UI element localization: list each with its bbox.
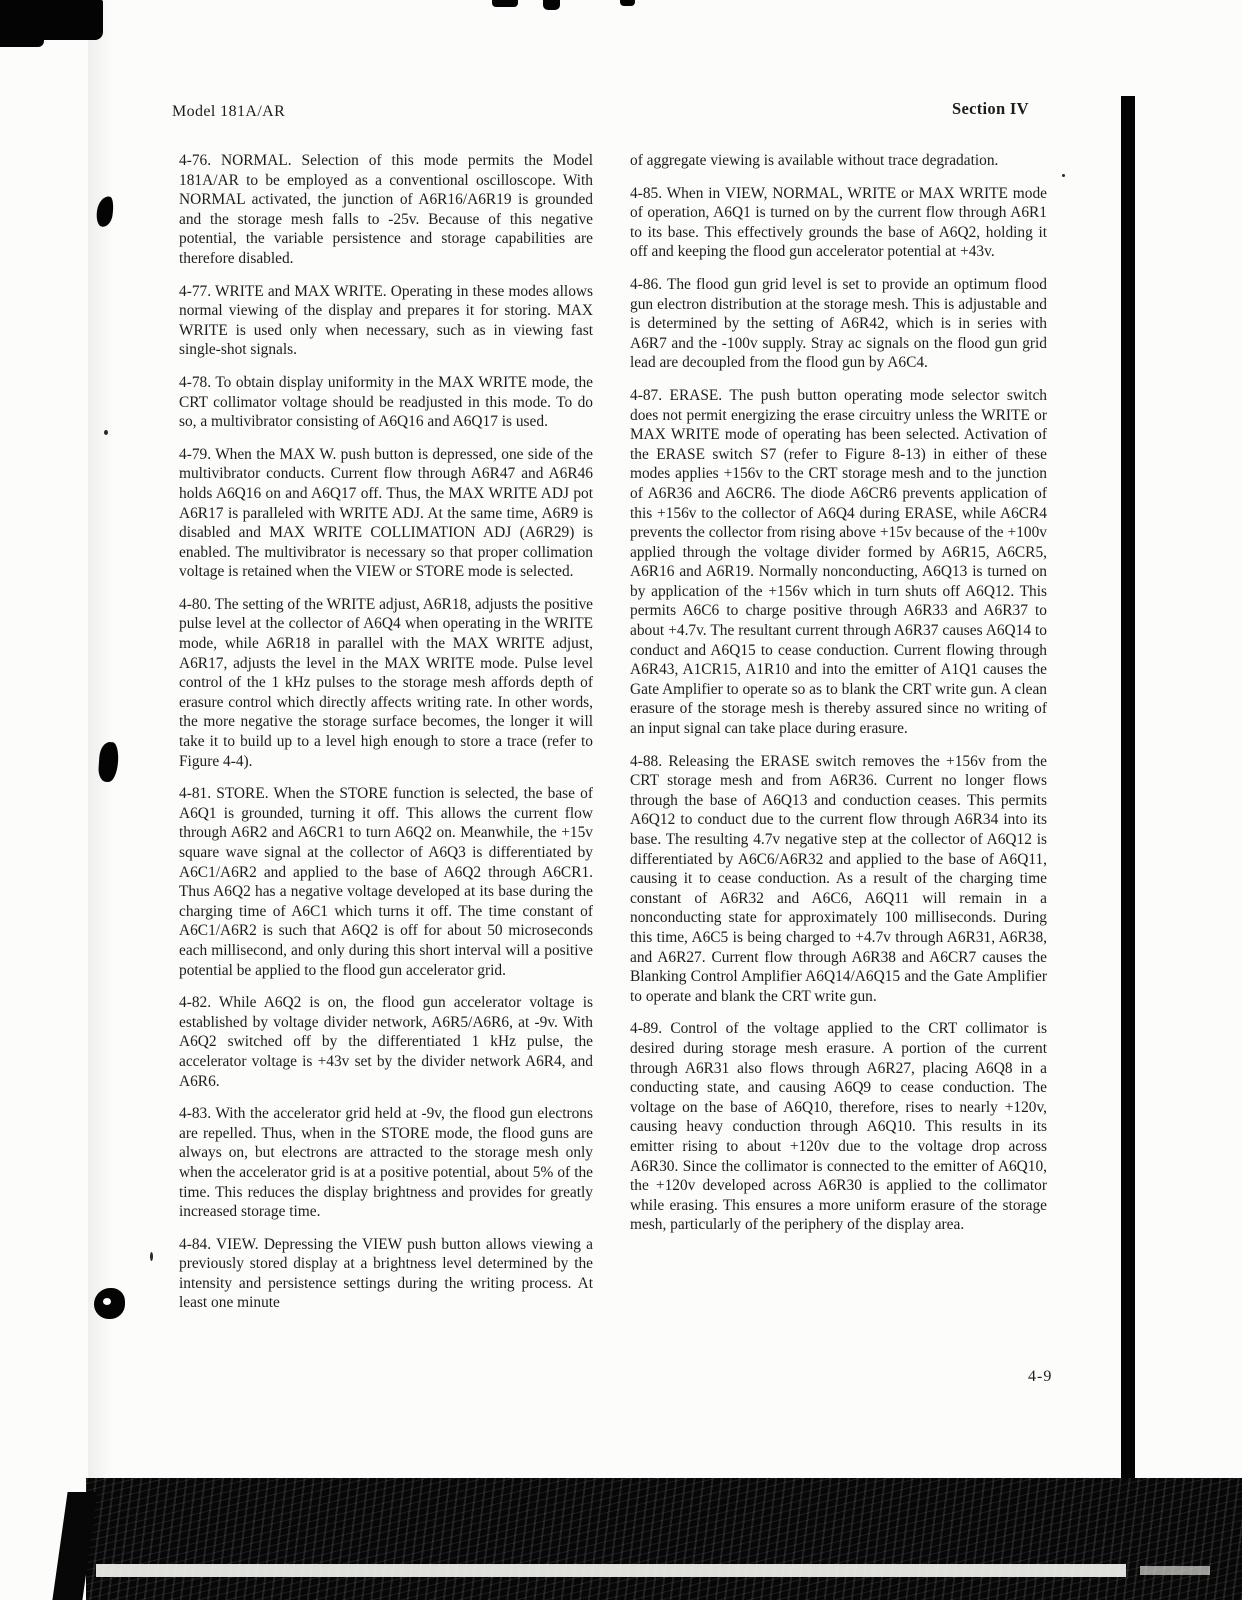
film-edge-gap [96,1564,1126,1577]
ink-blob-left-2 [98,741,120,782]
paragraph-4-87: 4-87. ERASE. The push button operating mode selector switch does not permit energizing the erase circuitry unless the WRITE or MAX WRITE mode of operating has been selected. Activation of the ERASE switch S7 (refer to Figure 8-13) in either of these modes applies +156v to the CRT storage mesh and to the junction of A6R36 and A6CR6. The diode A6CR6 prevents application of this +156v to the collector of A6Q4 during ERASE, while A6CR4 prevents the collector from rising above +15v because of the +100v applied through the voltage divider formed by A6R15, A6CR5, A6R16 and A6R19. Normally nonconducting, A6Q13 is turned on by application of the +156v which in turn shuts off A6Q12. This permits A6C6 to charge positive through A6R33 and A6R37 to about +4.7v. The resultant current through A6R37 causes A6Q14 to conduct and A6Q15 to cease conduction. Current flowing through A6R43, A1CR15, A1R10 and into the emitter of A1Q1 causes the Gate Amplifier to operate so as to blank the CRT write gun. A clean erasure of the storage mesh is thereby assured since no writing of an input signal can take place during erasure. [630,386,1047,738]
right-column [630,151,1047,1248]
header-section-title: Section IV [952,99,1029,118]
left-column [179,151,593,1326]
paragraph-4-82: 4-82. While A6Q2 is on, the flood gun accelerator voltage is established by voltage divider network, A6R5/A6R6, at -9v. With A6Q2 switched off by the differentiated 1 kHz pulse, the accelerator voltage is +43v set by the divider network A6R4, and A6R6. [179,994,593,1090]
ink-blob-left-1 [95,195,116,228]
dust-speck-3 [1062,174,1065,177]
ink-blob-highlight [103,1298,111,1305]
paragraph-4-88: 4-88. Releasing the ERASE switch removes the +156v from the CRT storage mesh and from A6R36. Current no longer flows through the base of A6Q13 and conduction ceases. This permits A6Q12 to conduct due to the current flow through A6R34 into its base. The resulting 4.7v negative step at the collector of A6Q12 is differentiated by A6C6/A6R32 and applied to the base of A6Q11, causing it to cease conduction. As a result of the charging time constant of A6R32 and A6C6, A6Q11 will remain in a nonconducting state for approximately 100 milliseconds. During this time, A6C5 is being charged to +4.7v through A6R31, A6R38, and A6R27. Current flow through A6R38 and A6CR7 causes the Blanking Control Amplifier A6Q14/A6Q15 and the Gate Amplifier to operate and blank the CRT write gun. [630,752,1047,1005]
scan-blot-top-left-tail [0,38,44,47]
paragraph-4-77: 4-77. WRITE and MAX WRITE. Operating in these modes allows normal viewing of the display and prepares it for storing. MAX WRITE is used only when necessary, such as in viewing fast single-shot signals. [179,282,593,359]
paragraph-4-81: 4-81. STORE. When the STORE function is selected, the base of A6Q1 is grounded, turning it off. This allows the current flow through A6R2 and A6CR1 to turn A6Q2 on. Meanwhile, the +15v square wave signal at the collector of A6Q3 is differentiated by A6C1/A6R2 and applied to the base of A6Q2 through A6CR1. Thus A6Q2 has a negative voltage developed at its base during the charging time of A6C1 which turns it off. The time constant of A6C1/A6R2 is such that A6Q2 is off for about 50 microseconds each millisecond, and only during this short interval will a positive potential be applied to the flood gun accelerator grid. [179,785,593,979]
ink-blob-left-3 [94,1288,125,1319]
paragraph-4-76: 4-76. NORMAL. Selection of this mode permits the Model 181A/AR to be employed as a conventional oscilloscope. With NORMAL activated, the junction of A6R16/A6R19 is grounded and the storage mesh falls to -25v. Because of this negative potential, the variable persistence and storage capabilities are therefore disabled. [179,152,593,267]
scan-blot-top-left [0,0,103,40]
paragraph-4-86: 4-86. The flood gun grid level is set to provide an optimum flood gun electron distribution at the storage mesh. This is adjustable and is determined by the setting of A6R42, which is in series with A6R7 and the -100v supply. Stray ac signals on the flood gun grid lead are decoupled from the flood gun by A6C4. [630,275,1047,372]
scan-mark-top-2 [543,0,560,10]
paragraph-4-89: 4-89. Control of the voltage applied to the CRT collimator is desired during storage mesh erasure. A portion of the current through A6R31 also flows through A6R27, placing A6Q8 in a conducting state, and causing A6Q9 to cease conduction. The voltage on the base of A6Q10, therefore, rises to nearly +120v, causing heavy conduction through A6Q10. This results in its emitter rising to about +120v due to the voltage drop across A6R30. Since the collimator is connected to the emitter of A6Q10, the +120v developed across A6R30 is applied to the collimator while erasing. This ensures a more uniform erasure of the storage mesh, particularly of the periphery of the display area. [630,1020,1047,1234]
paragraph-4-84-continued: of aggregate viewing is available without trace degradation. [630,152,999,169]
paragraph-4-84: 4-84. VIEW. Depressing the VIEW push button allows viewing a previously stored display at a brightness level determined by the intensity and persistence settings during the writing process. At least one minute [179,1235,593,1312]
paragraph-4-79: 4-79. When the MAX W. push button is depressed, one side of the multivibrator conducts. Current flow through A6R47 and A6R46 holds A6Q16 on and A6Q17 off. Thus, the MAX WRITE ADJ pot A6R17 is paralleled with WRITE ADJ. At the same time, A6R9 is disabled and MAX WRITE COLLIMATION ADJ (A6R29) is enabled. The multivibrator is necessary so that proper collimation voltage is retained when the VIEW or STORE mode is selected. [179,445,593,581]
film-edge-band [86,1478,1242,1600]
page-number: 4-9 [1028,1368,1053,1385]
paragraph-4-80: 4-80. The setting of the WRITE adjust, A6R18, adjusts the positive pulse level at the collector of A6Q4 when operating in the WRITE mode, while A6R18 in parallel with the MAX WRITE adjust, A6R17, adjusts the level in the MAX WRITE mode. Pulse level control of the 1 kHz pulses to the storage mesh affords depth of erasure control which directly affects writing rate. In other words, the more negative the storage surface becomes, the longer it will take it to build up to a level high enough to store a trace (refer to Figure 4-4). [179,595,593,770]
paragraph-4-83: 4-83. With the accelerator grid held at -9v, the flood gun electrons are repelled. Thus, when in the STORE mode, the flood guns are always on, but electrons are attracted to the storage mesh only when the accelerator grid is at a positive potential, about 5% of the time. This reduces the display brightness and provides for greatly increased storage time. [179,1105,593,1221]
dust-speck-2 [104,430,108,435]
film-edge-gap-right [1140,1566,1210,1575]
scan-mark-top-3 [620,0,635,6]
paragraph-4-78: 4-78. To obtain display uniformity in the MAX WRITE mode, the CRT collimator voltage should be readjusted in this mode. To do so, a multivibrator consisting of A6Q16 and A6Q17 is used. [179,373,593,431]
header-model-number: Model 181A/AR [172,103,286,120]
dust-speck-1 [150,1252,153,1261]
scan-mark-top-1 [492,0,518,7]
scan-streak [88,0,114,1600]
scanner-edge-bar [1121,96,1135,1488]
paragraph-4-85: 4-85. When in VIEW, NORMAL, WRITE or MAX WRITE mode of operation, A6Q1 is turned on by the current flow through A6R1 to its base. This effectively grounds the base of A6Q2, holding it off and keeping the flood gun accelerator potential at +43v. [630,184,1047,261]
